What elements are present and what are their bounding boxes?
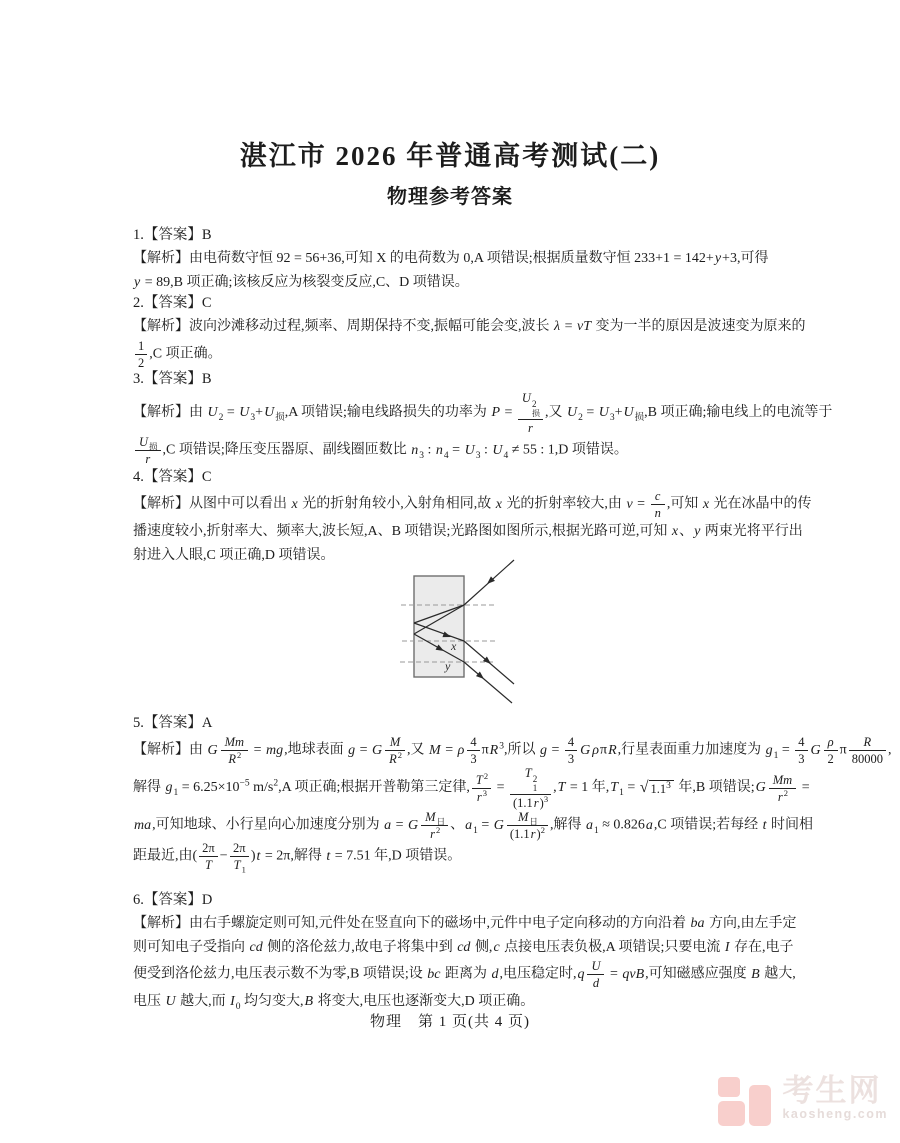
text-run: ) — [250, 848, 256, 864]
answer-tag: 【答案】 — [143, 371, 202, 387]
math-variable: $U_损$ — [264, 405, 285, 424]
text-run: ,电压稳定时, — [499, 966, 577, 982]
math-variable: ba — [690, 916, 705, 931]
math-variable: y — [714, 251, 722, 266]
answer-line — [133, 224, 813, 247]
answer-item — [133, 466, 813, 567]
text-run: 变为一半的原因是波速变为原来的 — [591, 319, 806, 334]
text-run: = 7.51 年,D 项错误。 — [331, 848, 462, 864]
superscript: 3 — [543, 793, 549, 804]
text-run: 3 — [798, 752, 805, 766]
explanation-line — [133, 315, 813, 339]
math-variable: a — [645, 817, 653, 833]
math-variable: R — [863, 735, 872, 749]
math-variable: $U_3$ — [598, 405, 615, 424]
math-variable: cd — [249, 939, 263, 955]
explanation-line — [133, 912, 813, 936]
text-run: ,又 — [544, 405, 566, 421]
text-run: 侧, — [471, 939, 493, 955]
text-run: 电压 — [133, 994, 165, 1009]
watermark-site-name: 考生网 — [782, 1073, 882, 1108]
fraction — [849, 735, 886, 766]
text-run: ,C 项错误;降压变压器原、副线圈匝数比 — [162, 442, 411, 458]
math-variable: g — [539, 742, 547, 758]
math-variable: g — [348, 742, 356, 758]
math-variable: n — [654, 506, 661, 520]
math-variable: $M_日$ — [517, 810, 538, 827]
math-variable: R — [608, 742, 617, 758]
text-run: = — [778, 742, 794, 758]
answer-letter: A — [201, 715, 213, 731]
math-variable: $n_3$ — [411, 442, 425, 461]
text-run: 1 — [138, 338, 145, 353]
math-variable: B — [751, 966, 760, 982]
text-run: ,可知 — [666, 496, 702, 512]
math-variable: r — [145, 452, 151, 466]
text-run: 4 — [567, 735, 575, 749]
watermark-site-url: kaosheng.com — [782, 1107, 888, 1121]
fraction — [587, 959, 604, 990]
math-variable: q — [577, 966, 585, 982]
text-run: = 6.25×10 — [178, 780, 240, 796]
math-variable: G — [408, 817, 419, 833]
fraction — [135, 339, 147, 370]
text-run: 则可知电子受指向 — [133, 939, 249, 955]
math-variable: v — [626, 496, 633, 512]
explanation-line — [133, 247, 813, 271]
math-variable: $g_1$ — [165, 780, 179, 799]
math-variable: c — [493, 939, 500, 955]
math-variable: ρ — [592, 742, 599, 758]
text-run: ,可知地球、小行星向心加速度分别为 — [152, 817, 384, 833]
math-variable: $U_3$ — [239, 405, 256, 424]
superscript: 3 — [666, 780, 671, 791]
answer-item — [133, 889, 813, 1014]
text-run: ,A 项错误;输电线路损失的功率为 — [284, 405, 491, 421]
text-run: + — [614, 405, 623, 421]
math-variable: t — [256, 848, 261, 864]
page-footer: 物理 第 1 页(共 4 页) — [370, 1014, 530, 1030]
math-variable: $U_2$ — [207, 405, 224, 424]
fraction — [795, 735, 807, 766]
answer-tag: 【答案】 — [143, 295, 202, 311]
text-run: 距最近,由( — [133, 848, 198, 864]
math-variable: c — [654, 489, 661, 503]
explanation-line — [133, 810, 813, 841]
math-variable: Mm — [772, 772, 793, 787]
answer-tag: 【答案】 — [143, 892, 202, 908]
math-variable: qvB — [622, 966, 645, 982]
text-run: 越大,而 — [176, 994, 230, 1009]
text-run: : — [480, 442, 492, 458]
text-run: 2 — [138, 355, 145, 370]
math-variable: $g_1$ — [765, 742, 779, 761]
math-variable: $r^3$ — [476, 787, 488, 804]
text-run: 光的折射率较大,由 — [502, 496, 626, 512]
text-run: ,所以 — [503, 742, 539, 758]
fraction — [510, 766, 551, 810]
math-variable: U — [165, 994, 176, 1009]
fraction — [221, 735, 248, 766]
text-run: 【解析】波向沙滩移动过程,频率、周期保持不变,振幅可能会变,波长 — [133, 319, 553, 334]
fraction — [651, 489, 665, 520]
math-variable: $U_3$ — [464, 442, 481, 461]
text-run: 将变大,电压也逐渐变大,D 项正确。 — [314, 994, 535, 1009]
text-run: 80000 — [851, 752, 883, 766]
answer-line — [133, 889, 813, 912]
explanation-line — [133, 959, 813, 990]
ray-label-x: x — [451, 639, 457, 653]
math-variable: d — [491, 966, 499, 982]
text-run: 【解析】由 — [133, 405, 207, 421]
text-run: = — [633, 496, 649, 512]
text-run: 、 — [450, 817, 465, 833]
text-run: = — [356, 742, 372, 758]
math-variable: T — [204, 858, 212, 872]
math-variable: $M_日$ — [425, 810, 446, 827]
page-subtitle: 物理参考答案 — [387, 186, 513, 208]
math-variable: $T_1$ — [610, 780, 624, 799]
text-run: ,C 项错误;若每经 — [653, 817, 762, 833]
text-run: π — [481, 742, 489, 758]
text-run: − — [219, 848, 228, 864]
text-run: 2 — [827, 752, 834, 766]
text-run: (1.1 — [509, 827, 530, 841]
fraction — [385, 735, 405, 766]
text-run: 两束光将平行出 — [701, 524, 803, 539]
text-run: = — [501, 405, 516, 421]
text-run: ≠ 55 : 1,D 项错误。 — [508, 442, 628, 458]
fraction — [507, 810, 548, 841]
math-variable: mg — [265, 742, 284, 758]
math-variable: G — [207, 742, 218, 758]
text-run: = — [223, 405, 239, 421]
superscript: −5 — [239, 778, 250, 789]
fraction — [230, 841, 249, 875]
math-variable: G — [810, 742, 821, 758]
math-variable: G — [580, 742, 591, 758]
watermark — [718, 1075, 888, 1127]
math-variable: $R^2$ — [389, 749, 403, 766]
math-variable: $I_0$ — [230, 994, 241, 1012]
math-variable: ma — [134, 817, 152, 833]
text-run: 点接电压表负极,A 项错误;只要电流 — [500, 939, 724, 955]
text-run: = — [582, 405, 598, 421]
text-run: = — [250, 742, 265, 758]
text-run: 时间相 — [767, 817, 814, 833]
text-run: = 89,B 项正确;该核反应为核裂变反应,C、D 项错误。 — [141, 274, 469, 290]
math-variable: x — [671, 524, 679, 539]
text-run: (1.1 — [512, 796, 533, 810]
math-variable: y — [134, 274, 141, 290]
text-run: 光在冰晶中的传 — [710, 496, 812, 512]
text-run: ,解得 — [549, 817, 585, 833]
text-run: : — [424, 442, 435, 458]
answer-number: 4. — [133, 469, 144, 485]
fraction — [467, 735, 479, 766]
explanation-line — [133, 489, 813, 520]
math-variable: $R^3$ — [489, 741, 504, 758]
explanation-line — [133, 271, 813, 295]
math-variable: $U_损$ — [139, 435, 158, 452]
explanation-line — [133, 766, 813, 810]
answer-item — [133, 292, 813, 370]
text-run: 3 — [470, 752, 477, 766]
text-run: = — [623, 780, 639, 796]
text-run: 、 — [679, 524, 694, 539]
text-run: ,行星表面重力加速度为 — [617, 742, 765, 758]
answer-item — [133, 368, 833, 466]
text-run: 1.1 — [650, 782, 667, 796]
fraction — [824, 735, 838, 766]
text-run: ) — [539, 796, 544, 810]
page-title: 湛江市 2026 年普通高考测试(二) — [239, 141, 661, 171]
text-run: +3,可得 — [722, 251, 769, 266]
math-variable: B — [304, 994, 314, 1009]
text-run: + — [255, 405, 264, 421]
text-run: π — [600, 742, 608, 758]
text-run: 2π — [232, 841, 246, 855]
math-variable: ρ — [827, 735, 834, 749]
math-variable: a — [384, 817, 392, 833]
math-variable: $U_损$ — [623, 405, 645, 424]
superscript: 2 — [540, 824, 545, 835]
text-run: m/s — [249, 780, 274, 796]
math-variable: U — [591, 959, 601, 973]
text-run: ,又 — [407, 742, 429, 758]
answer-number: 2. — [133, 295, 144, 311]
math-variable: vT — [576, 319, 591, 334]
text-run: 存在,电子 — [730, 939, 794, 955]
fraction — [421, 810, 448, 841]
optics-diagram — [396, 554, 626, 719]
text-run: , — [888, 742, 892, 758]
math-variable: d — [592, 976, 600, 990]
explanation-line — [133, 520, 813, 544]
answer-letter: B — [201, 371, 212, 387]
math-variable: M — [389, 735, 401, 749]
fraction — [135, 435, 161, 466]
fraction — [769, 773, 796, 804]
explanation-line — [133, 391, 833, 435]
answer-item — [133, 224, 813, 294]
text-run: 【解析】从图中可以看出 — [133, 496, 291, 512]
answer-letter: C — [201, 295, 212, 311]
answer-tag: 【答案】 — [143, 715, 202, 731]
fraction — [199, 841, 218, 872]
text-run: 均匀变大, — [240, 994, 304, 1009]
text-run: 4 — [470, 735, 477, 749]
text-run: = — [547, 742, 563, 758]
math-variable: x — [495, 496, 502, 512]
answer-tag: 【答案】 — [143, 227, 202, 243]
text-run: 解得 — [133, 780, 165, 796]
answer-tag: 【答案】 — [143, 469, 202, 485]
text-run: ,地球表面 — [284, 742, 348, 758]
math-variable: $U_4$ — [492, 442, 509, 461]
text-run: ,A 项正确;根据开普勒第三定律, — [278, 780, 470, 796]
fraction — [565, 735, 577, 766]
text-run: 距离为 — [441, 966, 491, 982]
answer-number: 1. — [133, 227, 144, 243]
math-variable: T — [557, 780, 566, 796]
text-run: = 1 年, — [566, 780, 610, 796]
text-run: 光的折射角较小,入射角相同,故 — [298, 496, 495, 512]
math-variable: bc — [427, 966, 441, 982]
text-run: = 2π,解得 — [261, 848, 326, 864]
text-run: 【解析】由右手螺旋定则可知,元件处在竖直向下的磁场中,元件中电子定向移动的方向沿着 — [133, 916, 690, 931]
math-variable: ρ — [457, 742, 465, 758]
text-run: ≈ 0.826 — [598, 817, 645, 833]
math-variable: I — [724, 939, 730, 955]
math-variable: G — [493, 817, 504, 833]
explanation-line — [133, 339, 813, 370]
text-run: 4 — [798, 735, 805, 749]
math-variable: x — [291, 496, 298, 512]
math-variable: Mm — [224, 735, 245, 749]
explanation-line — [133, 435, 813, 466]
math-variable: $n_4$ — [435, 442, 449, 461]
math-variable: r — [527, 421, 533, 435]
text-run: ,可知磁感应强度 — [645, 966, 751, 982]
math-variable: $T^2$ — [475, 770, 489, 787]
exit-ray-y — [464, 662, 512, 703]
math-variable: t — [326, 848, 331, 864]
math-variable: $r^2$ — [777, 787, 789, 804]
text-run: 【解析】由 — [133, 742, 207, 758]
explanation-line — [133, 936, 813, 960]
math-variable: $U_2$ — [566, 405, 583, 424]
math-variable: $r^2$ — [430, 824, 441, 841]
text-run: 【解析】由电荷数守恒 92 = 56+36,可知 X 的电荷数为 0,A 项错误;根据质量数守恒 233+1 = 142+ — [133, 251, 714, 266]
text-run: 2π — [202, 841, 215, 855]
math-variable: G — [372, 742, 383, 758]
math-variable: r — [530, 827, 536, 841]
fraction — [518, 391, 543, 435]
math-variable: $R^2$ — [228, 749, 242, 766]
math-variable: G — [755, 780, 766, 796]
text-run: = — [392, 817, 408, 833]
text-run: 年,B 项错误; — [674, 780, 755, 796]
answer-number: 3. — [133, 371, 144, 387]
answer-line — [133, 466, 813, 489]
text-run: ) — [536, 827, 541, 841]
math-variable: cd — [457, 939, 471, 955]
answer-number: 5. — [133, 715, 144, 731]
explanation-line — [133, 735, 892, 766]
math-variable: $a_1$ — [585, 817, 599, 836]
text-run: = — [441, 742, 457, 758]
answer-line — [133, 368, 813, 391]
text-run: = — [606, 966, 622, 982]
text-run: 播速度较小,折射率大、频率大,波长短,A、B 项错误;光路图如图所示,根据光路可逆,可知 — [133, 524, 671, 539]
text-run: = — [448, 442, 464, 458]
math-variable: P — [491, 405, 500, 421]
math-variable: λ — [554, 319, 561, 334]
text-run: 3 — [567, 752, 575, 766]
answer-line — [133, 292, 813, 315]
text-run: = — [477, 817, 493, 833]
fraction — [472, 770, 491, 804]
text-run: ,B 项正确;输电线上的电流等于 — [644, 405, 833, 421]
math-variable: t — [762, 817, 767, 833]
math-variable: $a_1$ — [465, 817, 478, 836]
text-run: ,C 项正确。 — [149, 346, 222, 362]
superscript: 2 — [273, 778, 279, 789]
math-variable: T 2 1 — [524, 766, 538, 793]
answer-letter: C — [201, 469, 212, 485]
text-run: 射进入人眼,C 项正确,D 项错误。 — [133, 547, 335, 563]
math-variable: $T_1$ — [233, 858, 246, 875]
text-run: 侧的洛伦兹力,故电子将集中到 — [263, 939, 457, 955]
answer-letter: B — [201, 227, 212, 243]
kaosheng-logo-icon — [718, 1075, 774, 1127]
text-run: 越大, — [760, 966, 796, 982]
text-run: π — [839, 742, 847, 758]
math-variable: M — [429, 742, 441, 758]
math-variable: U 2 损 — [521, 391, 540, 418]
text-run: 便受到洛伦兹力,电压表示数不为零,B 项错误;设 — [133, 966, 427, 982]
answer-item — [133, 712, 892, 875]
ray-label-y: y — [445, 659, 451, 673]
text-run: 方向,由左手定 — [705, 916, 797, 931]
math-variable: x — [702, 496, 710, 512]
explanation-line — [133, 841, 813, 875]
square-root: √ $1.1^3$ — [640, 780, 674, 796]
text-run: = — [493, 780, 508, 796]
text-run: , — [553, 780, 557, 796]
math-variable: r — [533, 796, 539, 810]
answer-letter: D — [201, 892, 213, 908]
math-variable: y — [694, 524, 701, 539]
answer-number: 6. — [133, 892, 144, 908]
text-run: = — [798, 780, 810, 796]
text-run: = — [561, 319, 576, 334]
